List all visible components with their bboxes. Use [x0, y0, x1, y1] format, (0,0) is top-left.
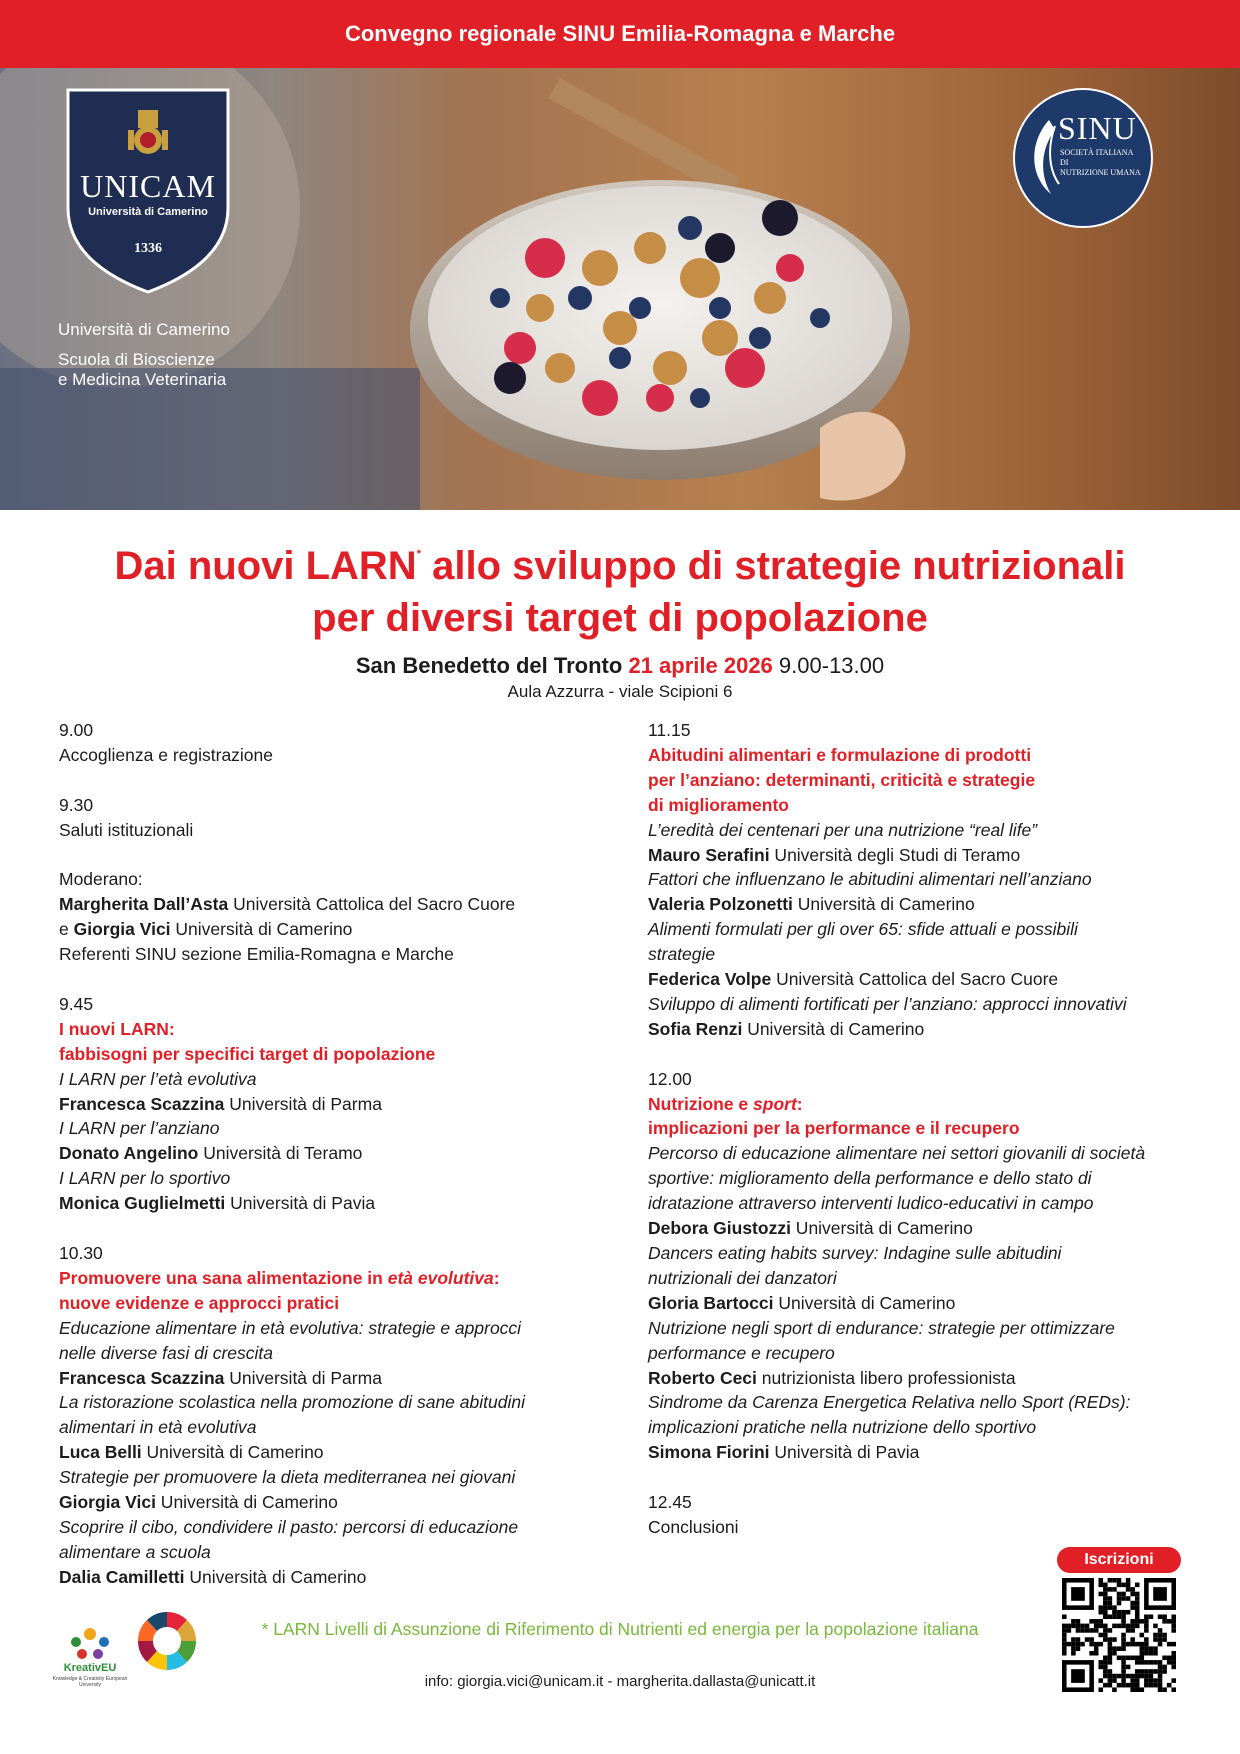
spacer: [648, 1042, 1188, 1067]
speaker-affiliation: Università di Pavia: [225, 1193, 376, 1214]
speaker-affiliation: Università di Camerino: [141, 1442, 324, 1463]
talk-title: performance e recupero: [648, 1342, 835, 1363]
larn-footnote: * LARN Livelli di Assunzione di Riferimento di Nutrienti ed energia per la popolazione italiana: [261, 1619, 979, 1639]
speaker: [648, 892, 1188, 917]
speaker: [59, 1565, 589, 1590]
speaker-name: Valeria Polzonetti: [648, 894, 793, 915]
unicam-logo-year: 1336: [134, 241, 162, 256]
speaker-affiliation: Università Cattolica del Sacro Cuore: [771, 969, 1059, 990]
session-title: implicazioni per la performance e il recupero: [648, 1118, 1020, 1139]
speaker-name: Simona Fiorini: [648, 1442, 770, 1463]
event-title-line-1: [0, 528, 1240, 592]
speaker-affiliation: nutrizionista libero professionista: [756, 1367, 1016, 1388]
sinu-subtitle-line-1: SOCIETÀ ITALIANA DI: [1060, 148, 1133, 167]
session-title: di miglioramento: [648, 794, 789, 815]
unicam-logo-subtitle: Università di Camerino: [88, 206, 208, 218]
speaker: [648, 1440, 1188, 1465]
speaker-name: Mauro Serafini: [648, 844, 770, 865]
speaker-affiliation: Università di Camerino: [790, 1218, 973, 1239]
speaker-affiliation: Università Cattolica del Sacro Cuore: [228, 894, 516, 915]
spacer: [59, 843, 589, 868]
talk-title: idratazione attraverso interventi ludico-educativi in campo: [648, 1193, 1094, 1214]
title-asterisk: *: [416, 548, 421, 560]
speaker-name: Francesca Scazzina: [59, 1367, 225, 1388]
talk-title: alimentari in età evolutiva: [59, 1417, 257, 1438]
unicam-text-line-3: e Medicina Veterinaria: [58, 370, 227, 389]
speaker-name: Roberto Ceci: [648, 1367, 757, 1388]
session-title: I nuovi LARN:: [59, 1018, 175, 1039]
contact-info: info: giorgia.vici@unicam.it - margherita.dallasta@unicatt.it: [424, 1673, 816, 1690]
venue-room: Aula Azzurra - viale Scipioni 6: [507, 682, 733, 701]
talk-title: nutrizionali dei danzatori: [648, 1267, 837, 1288]
speaker: e Giorgia Vici Università di Camerino: [59, 919, 353, 940]
venue-place: San Benedetto del Tronto: [355, 653, 623, 678]
talk-title: Nutrizione negli sport di endurance: strategie per ottimizzare: [648, 1317, 1115, 1338]
speaker-affiliation: Università di Teramo: [198, 1143, 363, 1164]
speaker-name: Francesca Scazzina: [59, 1093, 225, 1114]
talk-title: Strategie per promuovere la dieta mediterranea nei giovani: [59, 1467, 516, 1488]
speaker: [59, 1366, 589, 1391]
program-text: Conclusioni: [648, 1516, 739, 1537]
spacer: [59, 1216, 589, 1241]
program-text: 11.15: [648, 720, 691, 740]
program-text: 9.45: [59, 993, 94, 1014]
program-text: Accoglienza e registrazione: [59, 744, 274, 765]
program-text: 12.45: [648, 1492, 692, 1513]
event-title: [0, 528, 1240, 644]
speaker: [648, 1291, 1188, 1316]
spacer: [648, 1465, 1188, 1490]
speaker-affiliation: Università di Camerino: [184, 1566, 367, 1587]
speaker: [648, 1216, 1188, 1241]
speaker: [59, 892, 589, 917]
sinu-logo-subtitle: [1060, 148, 1142, 178]
speaker: [59, 1191, 589, 1216]
speaker-affiliation: Università di Camerino: [170, 919, 353, 940]
talk-title: Sindrome da Carenza Energetica Relativa nello Sport (REDs):: [648, 1392, 1131, 1413]
sinu-subtitle-line-2: NUTRIZIONE UMANA: [1060, 168, 1141, 177]
speaker: [648, 843, 1188, 868]
kreativeu-subtitle: Knowledge & Creativity European University: [52, 1676, 128, 1688]
unicam-text-line-2: Scuola di Bioscienze: [58, 350, 215, 369]
program-right-column: [648, 718, 1188, 1540]
kreativeu-name: KreativEU: [63, 1662, 117, 1674]
session-title-italic: sport: [753, 1093, 797, 1114]
speaker-name: Monica Guglielmetti: [59, 1193, 226, 1214]
sinu-logo-name: SINU: [1058, 110, 1137, 146]
talk-title: Percorso di educazione alimentare nei settori giovanili di società: [648, 1143, 1146, 1164]
talk-title: Fattori che influenzano le abitudini alimentari nell’anziano: [648, 869, 1092, 890]
program-left-column: [59, 718, 589, 1590]
speaker-name: Margherita Dall’Asta: [59, 894, 229, 915]
spacer: [59, 768, 589, 793]
session-title: Abitudini alimentari e formulazione di prodotti: [648, 744, 1032, 765]
speaker-affiliation: Università di Camerino: [155, 1492, 338, 1513]
talk-title: Scoprire il cibo, condividere il pasto: percorsi di educazione: [59, 1516, 519, 1537]
top-banner: [0, 0, 1240, 68]
program-text: 10.30: [59, 1242, 103, 1263]
talk-title: I LARN per l’anziano: [59, 1118, 220, 1139]
speaker: [59, 1490, 589, 1515]
program-text: Moderano:: [59, 869, 143, 890]
speaker-name: Dalia Camilletti: [59, 1566, 185, 1587]
session-title: nuove evidenze e approcci pratici: [59, 1292, 340, 1313]
speaker-name: Gloria Bartocci: [648, 1292, 774, 1313]
talk-title: La ristorazione scolastica nella promozione di sane abitudini: [59, 1392, 525, 1413]
unicam-logo-name: UNICAM: [80, 168, 216, 204]
speaker-affiliation: Università di Pavia: [769, 1442, 920, 1463]
spacer: [59, 967, 589, 992]
speaker-name: Sofia Renzi: [648, 1018, 743, 1039]
talk-title: Dancers eating habits survey: Indagine sulle abitudini: [648, 1243, 1062, 1264]
speaker-affiliation: Università di Camerino: [742, 1018, 925, 1039]
speaker-affiliation: Università di Parma: [224, 1093, 382, 1114]
talk-title: I LARN per l’età evolutiva: [59, 1068, 257, 1089]
speaker-name: Giorgia Vici: [59, 1492, 156, 1513]
talk-title: nelle diverse fasi di crescita: [59, 1342, 273, 1363]
speaker: [59, 1141, 589, 1166]
session-title: fabbisogni per specifici target di popolazione: [59, 1043, 436, 1064]
session-title: Nutrizione e sport:: [648, 1093, 803, 1114]
talk-title: Alimenti formulati per gli over 65: sfide attuali e possibili: [648, 919, 1078, 940]
event-title-line-2: per diversi target di popolazione: [312, 596, 928, 640]
speaker: [648, 967, 1188, 992]
talk-title: Sviluppo di alimenti fortificati per l’anziano: approcci innovativi: [648, 993, 1127, 1014]
talk-title: implicazioni pratiche nella nutrizione dello sportivo: [648, 1417, 1037, 1438]
speaker: [59, 1440, 589, 1465]
speaker: [59, 1092, 589, 1117]
talk-title: L’eredità dei centenari per una nutrizione “real life”: [648, 819, 1038, 840]
program-text: Referenti SINU sezione Emilia-Romagna e Marche: [59, 944, 454, 965]
title-part-a: Dai nuovi LARN: [114, 544, 417, 588]
speaker-name: Federica Volpe: [648, 969, 772, 990]
top-banner-text: Convegno regionale SINU Emilia-Romagna e Marche: [344, 21, 896, 46]
program-text: 9.00: [59, 720, 94, 740]
talk-title: sportive: miglioramento della performance e dello stato di: [648, 1168, 1092, 1189]
program-text: 9.30: [59, 794, 94, 815]
speaker: [648, 1017, 1188, 1042]
program-text: 12.00: [648, 1068, 692, 1089]
speaker-affiliation: Università di Parma: [224, 1367, 382, 1388]
session-title: Promuovere una sana alimentazione in età evolutiva:: [59, 1267, 500, 1288]
talk-title: strategie: [648, 944, 716, 965]
session-title: per l’anziano: determinanti, criticità e strategie: [648, 769, 1036, 790]
speaker-name: Luca Belli: [59, 1442, 142, 1463]
unicam-text-line-1: Università di Camerino: [58, 320, 230, 339]
talk-title: Educazione alimentare in età evolutiva: strategie e approcci: [59, 1317, 522, 1338]
speaker-affiliation: Università di Camerino: [773, 1292, 956, 1313]
registration-qr-code-icon[interactable]: [1062, 1578, 1176, 1692]
venue-date: 21 aprile 2026: [628, 653, 773, 678]
venue-line: [0, 652, 1240, 680]
speaker: [648, 1366, 1188, 1391]
speaker-affiliation: Università di Camerino: [792, 894, 975, 915]
program-text: Saluti istituzionali: [59, 819, 194, 840]
session-title-italic: età evolutiva: [387, 1267, 494, 1288]
talk-title: I LARN per lo sportivo: [59, 1168, 231, 1189]
speaker-name: Debora Giustozzi: [648, 1218, 791, 1239]
venue-time: 9.00-13.00: [778, 653, 885, 678]
talk-title: alimentare a scuola: [59, 1541, 211, 1562]
speaker-name: Giorgia Vici: [73, 919, 171, 940]
speaker-affiliation: Università degli Studi di Teramo: [769, 844, 1021, 865]
iscrizioni-badge: Iscrizioni: [1057, 1547, 1181, 1573]
speaker-name: Donato Angelino: [59, 1143, 199, 1164]
title-part-b: allo sviluppo di strategie nutrizionali: [420, 544, 1126, 588]
